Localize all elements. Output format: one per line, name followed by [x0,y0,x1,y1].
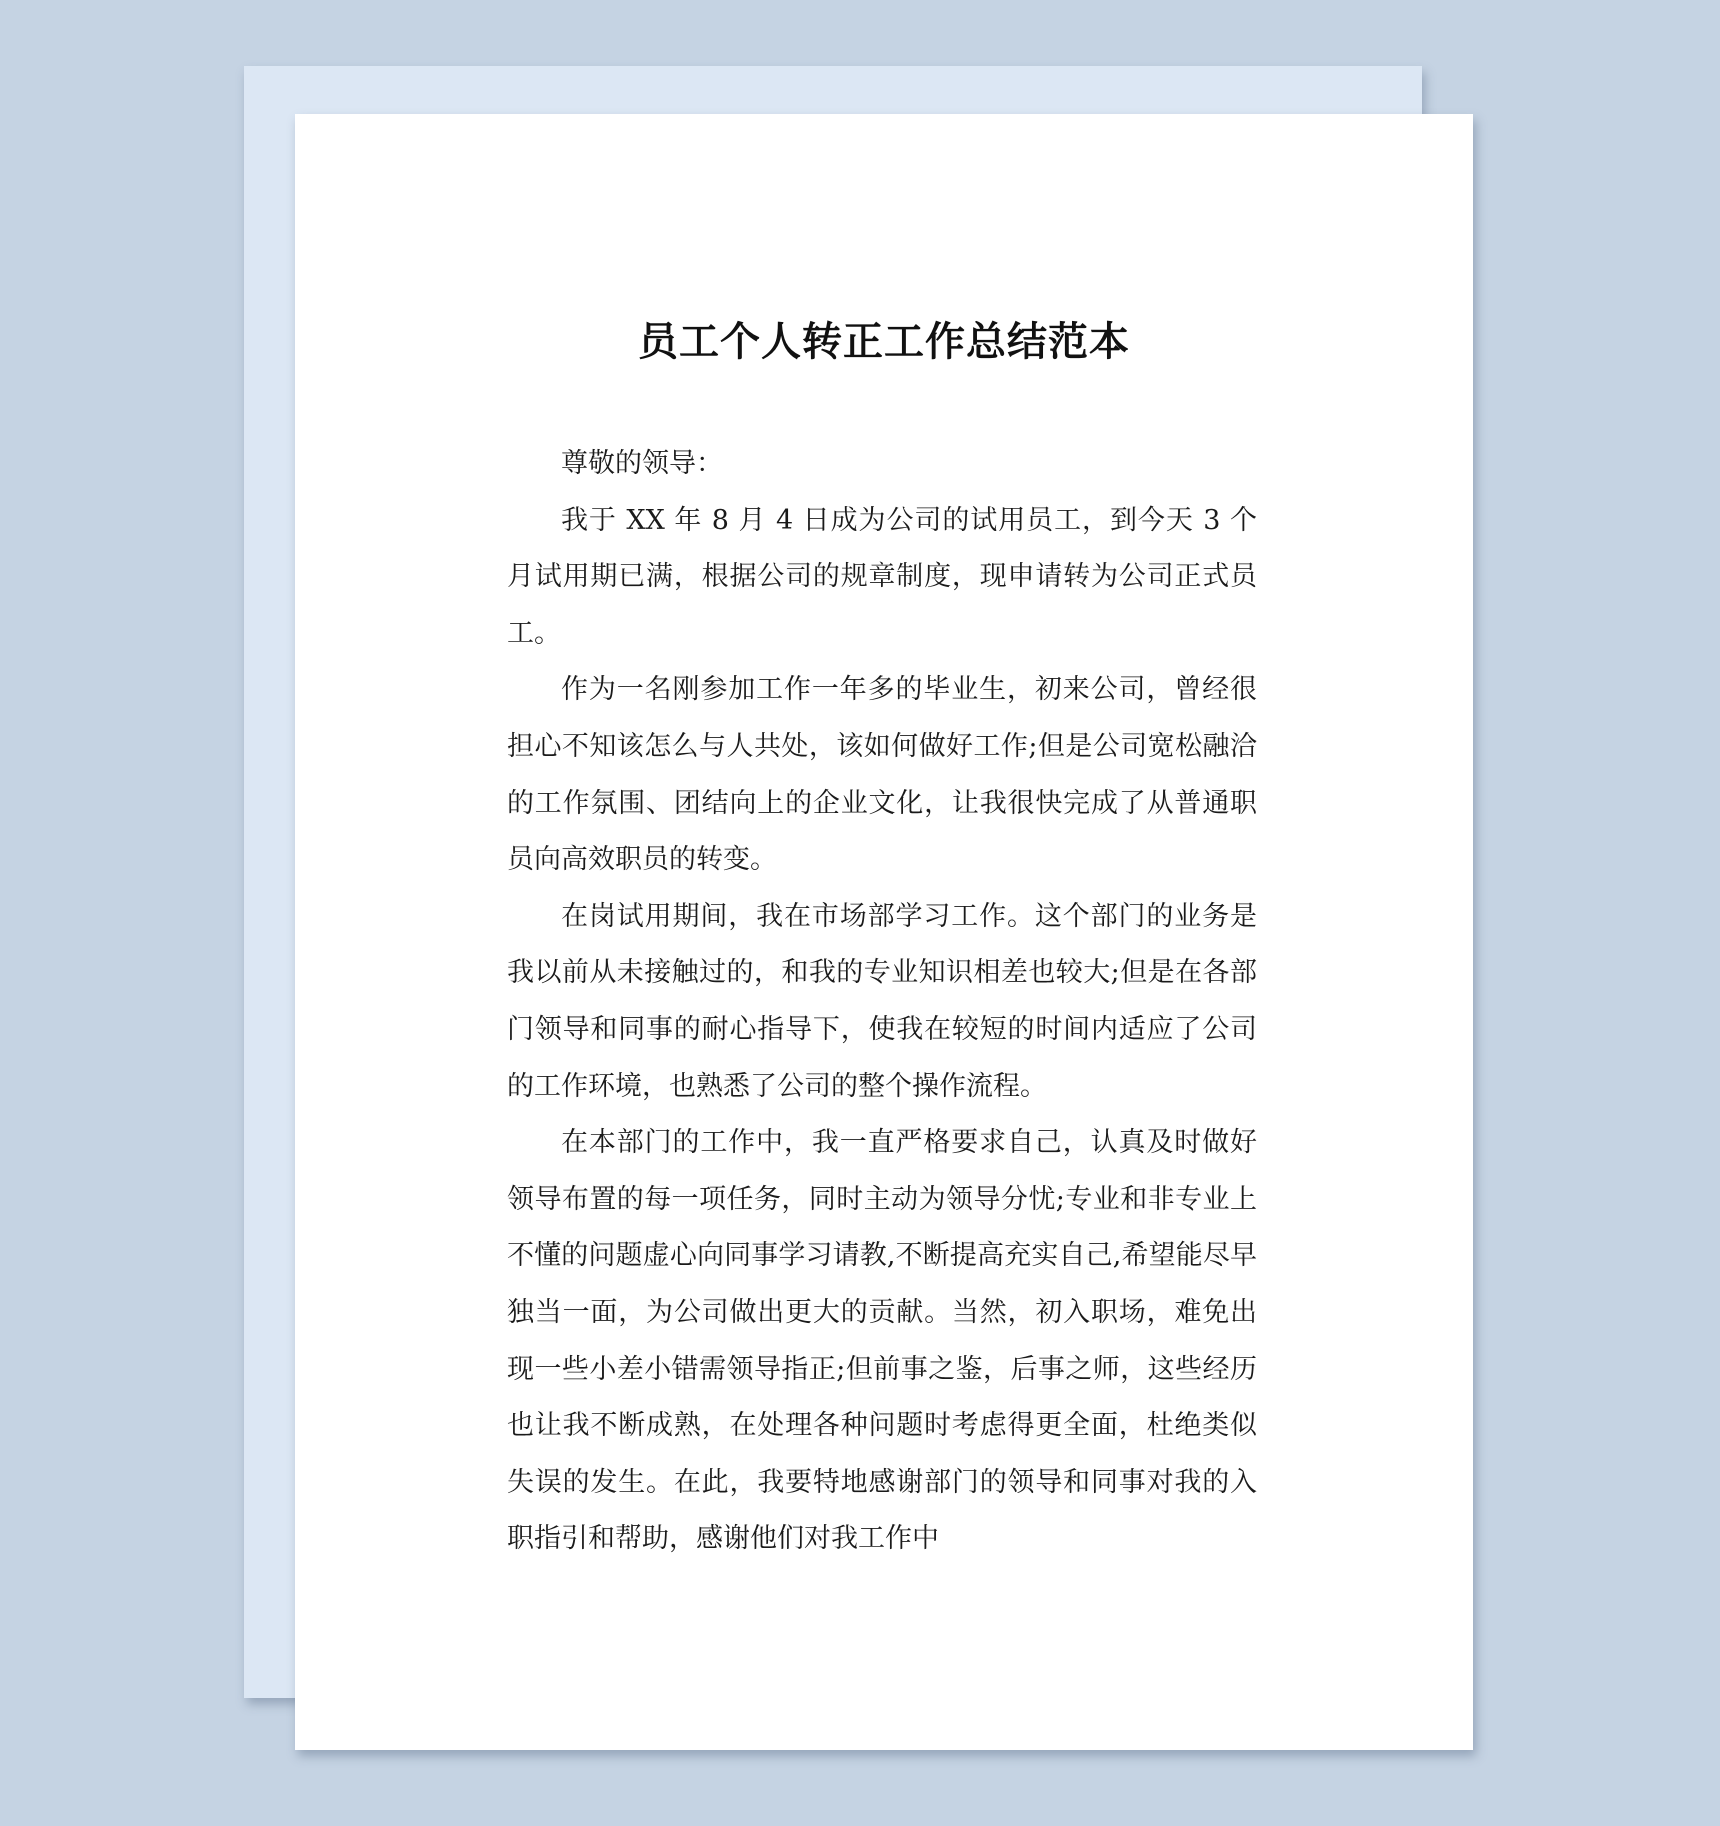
document-body [507,436,1257,1568]
paragraph-4: 在本部门的工作中，我一直严格要求自己，认真及时做好领导布置的每一项任务，同时主动为领导分忧;专业和非专业上不懂的问题虚心向同事学习请教,不断提高充实自己,希望能尽早独当一面，为公司做出更大的贡献。当然，初入职场，难免出现一些小差小错需领导指正;但前事之鉴，后事之师，这些经历也让我不断成熟，在处理各种问题时考虑得更全面，杜绝类似失误的发生。在此，我要特地感谢部门的领导和同事对我的入职指引和帮助，感谢他们对我工作中 [507,1127,1257,1555]
document-page [295,114,1473,1750]
document-title: 员工个人转正工作总结范本 [638,319,1130,365]
paragraph-2: 作为一名刚参加工作一年多的毕业生，初来公司，曾经很担心不知该怎么与人共处，该如何做好工作;但是公司宽松融洽的工作氛围、团结向上的企业文化，让我很快完成了从普通职员向高效职员的转变。 [507,674,1257,876]
paragraph-1: 我于 XX 年 8 月 4 日成为公司的试用员工，到今天 3 个月试用期已满，根据公司的规章制度，现申请转为公司正式员工。 [507,504,1257,649]
salutation: 尊敬的领导： [561,448,723,479]
paragraph-3: 在岗试用期间，我在市场部学习工作。这个部门的业务是我以前从未接触过的，和我的专业知识相差也较大;但是在各部门领导和同事的耐心指导下，使我在较短的时间内适应了公司的工作环境，也熟悉了公司的整个操作流程。 [507,900,1257,1102]
